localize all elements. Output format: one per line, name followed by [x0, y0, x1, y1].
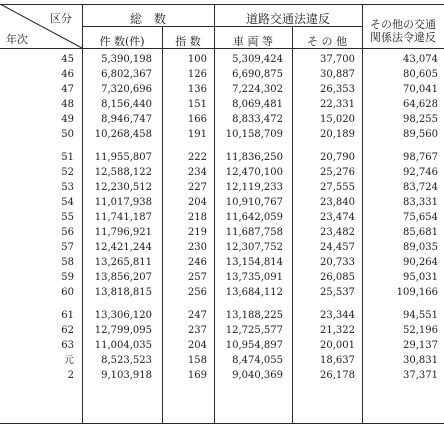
header-other-law-line1: その他の交通: [370, 18, 436, 31]
cell-index: 234: [187, 167, 207, 178]
header-road-traffic-violation: 道路交通法違反: [245, 12, 330, 26]
cell-index: 151: [187, 99, 207, 110]
table-row: [0, 241, 444, 256]
cell-others: 25,537: [320, 287, 355, 298]
rule-bottom: [0, 423, 444, 424]
cell-other-law: 83,724: [403, 182, 438, 193]
cell-count: 8,523,523: [101, 355, 152, 366]
table-row: [0, 151, 444, 166]
table-row: [0, 256, 444, 271]
cell-vehicles: 10,158,709: [225, 129, 283, 140]
cell-year: 56: [61, 227, 74, 238]
cell-index: 126: [187, 69, 207, 80]
cell-others: 22,331: [320, 99, 355, 110]
cell-vehicles: 6,690,875: [232, 69, 283, 80]
cell-others: 37,700: [320, 54, 355, 65]
cell-index: 256: [187, 287, 207, 298]
cell-year: 元: [64, 355, 74, 366]
cell-index: 166: [187, 114, 207, 125]
cell-year: 48: [61, 99, 74, 110]
cell-other-law: 90,264: [403, 257, 438, 268]
cell-count: 13,818,815: [94, 287, 152, 298]
corner-diagonal: [0, 4, 83, 49]
table-row: [0, 226, 444, 241]
cell-count: 12,588,122: [94, 167, 152, 178]
table-row: [0, 53, 444, 68]
cell-count: 11,796,921: [94, 227, 152, 238]
cell-vehicles: 13,684,112: [225, 287, 283, 298]
cell-index: 230: [187, 242, 207, 253]
table-row: [0, 324, 444, 339]
cell-year: 61: [61, 310, 74, 321]
cell-count: 6,802,367: [101, 69, 152, 80]
cell-vehicles: 9,040,369: [232, 370, 283, 381]
cell-count: 8,946,747: [101, 114, 152, 125]
cell-year: 51: [61, 152, 74, 163]
table-row: [0, 271, 444, 286]
cell-other-law: 109,166: [396, 287, 438, 298]
cell-vehicles: 11,642,059: [225, 212, 283, 223]
cell-index: 158: [187, 355, 207, 366]
cell-others: 20,733: [320, 257, 355, 268]
corner-header-year: 年次: [6, 33, 28, 46]
cell-index: 191: [187, 129, 207, 140]
header-total-index: 指 数: [175, 35, 201, 48]
cell-vehicles: 7,224,302: [232, 84, 283, 95]
cell-others: 20,189: [320, 129, 355, 140]
cell-count: 8,156,440: [101, 99, 152, 110]
cell-index: 204: [187, 340, 207, 351]
cell-year: 47: [61, 84, 74, 95]
cell-others: 15,020: [320, 114, 355, 125]
cell-other-law: 43,074: [403, 54, 438, 65]
cell-vehicles: 10,954,897: [225, 340, 283, 351]
cell-count: 11,741,187: [94, 212, 152, 223]
cell-year: 50: [61, 129, 74, 140]
cell-vehicles: 12,307,752: [225, 242, 283, 253]
cell-index: 219: [187, 227, 207, 238]
cell-others: 26,178: [320, 370, 355, 381]
cell-year: 59: [61, 272, 74, 283]
cell-year: 60: [61, 287, 74, 298]
cell-count: 11,017,938: [94, 197, 152, 208]
cell-others: 18,637: [320, 355, 355, 366]
cell-other-law: 98,767: [403, 152, 438, 163]
cell-other-law: 85,681: [403, 227, 438, 238]
cell-others: 30,887: [320, 69, 355, 80]
table-row: [0, 113, 444, 128]
cell-count: 12,230,512: [94, 182, 152, 193]
cell-index: 246: [187, 257, 207, 268]
cell-others: 25,276: [320, 167, 355, 178]
table-row: [0, 98, 444, 113]
table-row: [0, 211, 444, 226]
table-row: [0, 309, 444, 324]
cell-other-law: 83,331: [403, 197, 438, 208]
cell-index: 218: [187, 212, 207, 223]
cell-year: 55: [61, 212, 74, 223]
header-total: 総 数: [129, 12, 166, 26]
cell-year: 62: [61, 325, 74, 336]
cell-year: 52: [61, 167, 74, 178]
cell-other-law: 52,196: [403, 325, 438, 336]
cell-vehicles: 13,735,091: [225, 272, 283, 283]
cell-vehicles: 12,725,577: [225, 325, 283, 336]
cell-index: 169: [187, 370, 207, 381]
cell-year: 63: [61, 340, 74, 351]
cell-others: 26,353: [320, 84, 355, 95]
cell-count: 10,268,458: [94, 129, 152, 140]
cell-other-law: 98,255: [403, 114, 438, 125]
cell-count: 11,004,035: [94, 340, 152, 351]
cell-vehicles: 8,474,055: [232, 355, 283, 366]
header-vehicles: 車 両 等: [233, 35, 273, 48]
cell-others: 20,001: [320, 340, 355, 351]
cell-vehicles: 12,470,100: [225, 167, 283, 178]
cell-others: 21,322: [320, 325, 355, 336]
header-total-count: 件 数(件): [99, 35, 145, 48]
cell-other-law: 89,560: [403, 129, 438, 140]
table-row: [0, 68, 444, 83]
table-row: [0, 196, 444, 211]
cell-index: 247: [187, 310, 207, 321]
cell-index: 237: [187, 325, 207, 336]
table-row: [0, 286, 444, 301]
cell-count: 12,421,244: [94, 242, 152, 253]
cell-other-law: 92,746: [403, 167, 438, 178]
cell-other-law: 80,605: [403, 69, 438, 80]
cell-vehicles: 5,309,424: [232, 54, 283, 65]
cell-other-law: 70,041: [403, 84, 438, 95]
cell-other-law: 94,551: [403, 310, 438, 321]
cell-vehicles: 12,119,233: [225, 182, 283, 193]
cell-others: 24,457: [320, 242, 355, 253]
cell-count: 13,856,207: [94, 272, 152, 283]
cell-others: 26,085: [320, 272, 355, 283]
cell-count: 11,955,807: [94, 152, 152, 163]
cell-year: 53: [61, 182, 74, 193]
cell-year: 57: [61, 242, 74, 253]
cell-vehicles: 8,833,472: [232, 114, 283, 125]
cell-count: 13,265,811: [94, 257, 152, 268]
header-others: そ の 他: [307, 35, 347, 48]
table-row: [0, 369, 444, 384]
cell-others: 27,555: [320, 182, 355, 193]
cell-vehicles: 13,154,814: [225, 257, 283, 268]
cell-count: 12,799,095: [94, 325, 152, 336]
cell-others: 23,482: [320, 227, 355, 238]
table-row: [0, 83, 444, 98]
cell-index: 227: [187, 182, 207, 193]
table-row: [0, 339, 444, 354]
cell-count: 13,306,120: [94, 310, 152, 321]
cell-vehicles: 13,188,225: [225, 310, 283, 321]
cell-other-law: 64,628: [403, 99, 438, 110]
cell-year: 46: [61, 69, 74, 80]
cell-index: 204: [187, 197, 207, 208]
corner-header-category: 区分: [50, 12, 72, 25]
cell-index: 100: [187, 54, 207, 65]
table-row: [0, 354, 444, 369]
cell-other-law: 30,831: [403, 355, 438, 366]
cell-count: 5,390,198: [101, 54, 152, 65]
cell-others: 23,840: [320, 197, 355, 208]
cell-vehicles: 8,069,481: [232, 99, 283, 110]
cell-year: 2: [67, 370, 74, 381]
cell-vehicles: 10,910,767: [225, 197, 283, 208]
cell-vehicles: 11,687,758: [225, 227, 283, 238]
rule-header-mid: [82, 26, 362, 27]
cell-other-law: 29,137: [403, 340, 438, 351]
cell-count: 7,320,696: [101, 84, 152, 95]
cell-vehicles: 11,836,250: [225, 152, 283, 163]
table-row: [0, 166, 444, 181]
cell-year: 49: [61, 114, 74, 125]
cell-others: 20,790: [320, 152, 355, 163]
cell-other-law: 89,035: [403, 242, 438, 253]
cell-year: 45: [61, 54, 74, 65]
header-other-law-line2: 関係法令違反: [370, 31, 436, 44]
cell-year: 54: [61, 197, 74, 208]
cell-other-law: 95,031: [403, 272, 438, 283]
cell-index: 222: [187, 152, 207, 163]
table-row: [0, 181, 444, 196]
cell-year: 58: [61, 257, 74, 268]
cell-other-law: 75,654: [403, 212, 438, 223]
cell-other-law: 37,371: [403, 370, 438, 381]
table-row: [0, 128, 444, 143]
cell-index: 136: [187, 84, 207, 95]
cell-others: 23,344: [320, 310, 355, 321]
cell-count: 9,103,918: [101, 370, 152, 381]
cell-index: 257: [187, 272, 207, 283]
cell-others: 23,474: [320, 212, 355, 223]
